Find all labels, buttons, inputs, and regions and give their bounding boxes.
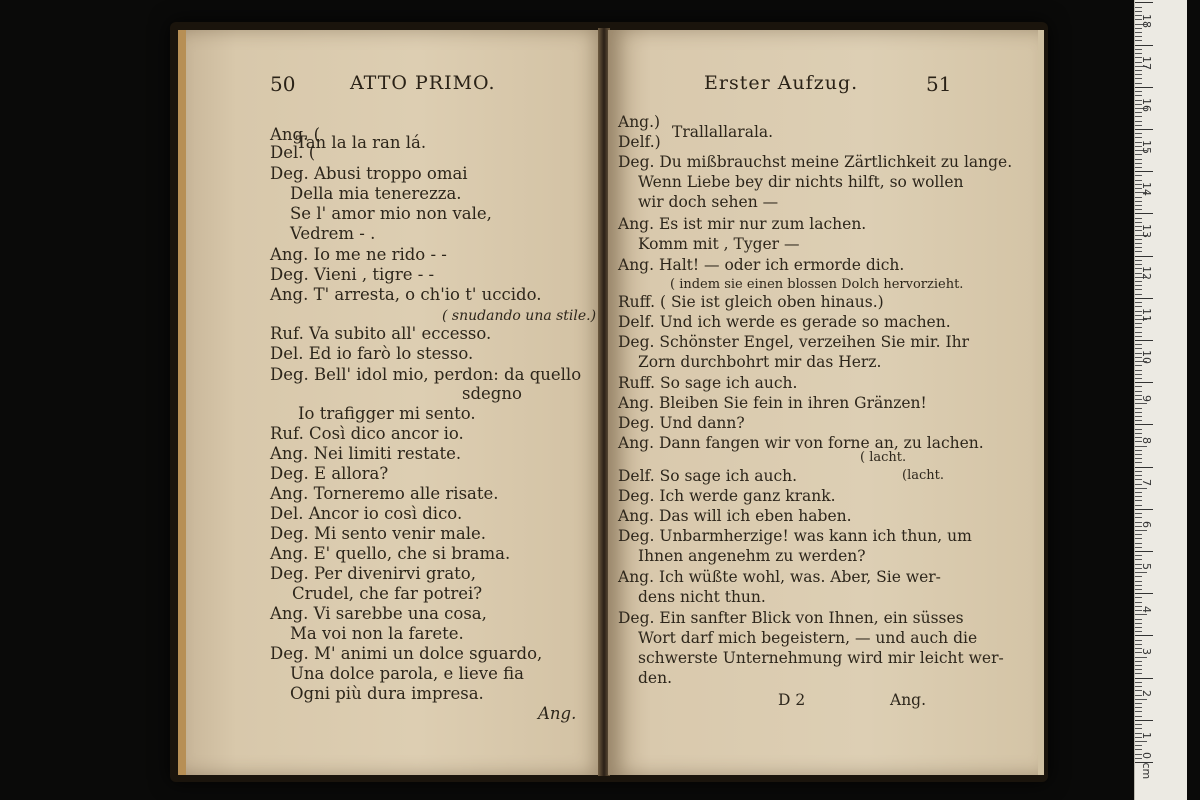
ruler-tick [1135, 500, 1142, 501]
left-running-head: ATTO PRIMO. [350, 72, 496, 94]
ruler-tick [1135, 285, 1142, 286]
ruler-tick [1135, 745, 1142, 746]
ruler-tick [1135, 171, 1153, 172]
ruler-tick [1135, 559, 1142, 560]
ruler-tick [1135, 209, 1142, 210]
text-line: Ruf. Va subito all' eccesso. [270, 324, 492, 343]
ruler-tick [1135, 175, 1142, 176]
ruler-tick [1135, 256, 1153, 257]
ruler-tick [1135, 129, 1153, 130]
ruler-tick [1135, 70, 1142, 71]
ruler-tick [1135, 45, 1153, 46]
ruler-tick [1135, 623, 1142, 624]
ruler-tick [1135, 365, 1142, 366]
text-line: Del. Ed io farò lo stesso. [270, 344, 474, 363]
text-line: Delf. So sage ich auch. [618, 467, 798, 485]
text-line: Ang. Bleiben Sie fein in ihren Gränzen! [618, 394, 927, 412]
measuring-ruler [1134, 0, 1187, 800]
text-line: Deg. Vieni , tigre - - [270, 265, 435, 284]
ruler-tick [1135, 538, 1142, 539]
ruler-tick [1135, 125, 1142, 126]
text-line: Zorn durchbohrt mir das Herz. [638, 353, 882, 371]
text-line: Ruff. ( Sie ist gleich oben hinaus.) [618, 293, 884, 311]
ruler-tick [1135, 197, 1142, 198]
text-line: Deg. Bell' idol mio, perdon: da quello [270, 365, 582, 384]
text-line: Della mia tenerezza. [290, 184, 462, 203]
text-line: Deg. Ein sanfter Blick von Ihnen, ein süsses [618, 609, 964, 627]
text-line: Ruf. Così dico ancor io. [270, 424, 464, 443]
ruler-tick [1135, 462, 1142, 463]
ruler-tick [1135, 180, 1142, 181]
text-line: Delf.) [618, 133, 661, 151]
ruler-label: 16 [1140, 98, 1153, 112]
ruler-label: 18 [1140, 14, 1153, 28]
ruler-tick [1135, 492, 1142, 493]
text-line: Crudel, che far potrei? [292, 584, 483, 603]
text-line: Deg. E allora? [270, 464, 389, 483]
ruler-tick [1135, 382, 1153, 383]
ruler-tick [1135, 298, 1153, 299]
text-line: Deg. Abusi troppo omai [270, 164, 468, 183]
ruler-tick [1135, 378, 1142, 379]
ruler-tick [1135, 137, 1142, 138]
text-line: Tan la la ran lá. [296, 133, 427, 152]
text-line: wir doch sehen — [638, 193, 779, 211]
ruler-tick [1135, 323, 1142, 324]
ruler-tick [1135, 420, 1142, 421]
ruler-tick [1135, 251, 1142, 252]
ruler-tick [1135, 247, 1142, 248]
left-page [178, 30, 606, 775]
stage-direction: ( snudando una stile.) [442, 308, 597, 324]
text-line: Deg. Und dann? [618, 414, 745, 432]
ruler-tick [1135, 530, 1147, 531]
ruler-tick [1135, 213, 1153, 214]
ruler-tick [1135, 711, 1142, 712]
ruler-tick [1135, 627, 1142, 628]
ruler-tick [1135, 581, 1142, 582]
ruler-tick [1135, 121, 1142, 122]
ruler-tick [1135, 327, 1142, 328]
ruler-label: 14 [1140, 182, 1153, 196]
catchword: Ang. [538, 704, 577, 723]
ruler-tick [1135, 429, 1142, 430]
ruler-tick [1135, 74, 1142, 75]
ruler-tick [1135, 602, 1142, 603]
ruler-tick [1135, 669, 1142, 670]
text-line: Ang. Io me ne rido - - [270, 245, 447, 264]
right-page-number: 51 [926, 72, 952, 96]
ruler-tick [1135, 673, 1142, 674]
text-line: Ang. Es ist mir nur zum lachen. [618, 215, 867, 233]
text-line: Deg. Mi sento venir male. [270, 524, 487, 543]
right-running-head: Erster Aufzug. [704, 72, 859, 94]
ruler-tick [1135, 749, 1142, 750]
text-line: Deg. Unbarmherzige! was kann ich thun, um [618, 527, 972, 545]
text-line: Del. ( [270, 143, 316, 162]
ruler-tick [1135, 555, 1142, 556]
ruler-tick [1135, 332, 1142, 333]
text-line: Deg. M' animi un dolce sguardo, [270, 644, 543, 663]
ruler-tick [1135, 661, 1142, 662]
text-line: sdegno [462, 384, 522, 403]
text-line: Vedrem - . [290, 224, 376, 243]
ruler-tick [1135, 547, 1142, 548]
ruler-tick [1135, 49, 1142, 50]
ruler-tick [1135, 551, 1153, 552]
ruler-tick [1135, 678, 1153, 679]
ruler-tick [1135, 412, 1142, 413]
text-line: Ang. Vi sarebbe una cosa, [270, 604, 487, 623]
text-line: Ang. Ich wüßte wohl, was. Aber, Sie wer- [618, 568, 941, 586]
text-line: Ang. Torneremo alle risate. [270, 484, 499, 503]
ruler-label: 12 [1140, 266, 1153, 280]
ruler-tick [1135, 741, 1147, 742]
ruler-tick [1135, 133, 1142, 134]
ruler-tick [1135, 205, 1142, 206]
ruler-tick [1135, 614, 1147, 615]
ruler-tick [1135, 408, 1142, 409]
text-line: Deg. Per divenirvi grato, [270, 564, 476, 583]
text-line: Ogni più dura impresa. [290, 684, 484, 703]
ruler-tick [1135, 424, 1153, 425]
ruler-tick [1135, 631, 1142, 632]
ruler-tick [1135, 391, 1142, 392]
ruler-label: 9 [1140, 395, 1153, 402]
text-line: Wort darf mich begeistern, — und auch die [638, 629, 978, 647]
ruler-tick [1135, 370, 1142, 371]
ruler-label: 17 [1140, 56, 1153, 70]
ruler-label: 4 [1140, 606, 1153, 613]
ruler-label: 15 [1140, 140, 1153, 154]
ruler-tick [1135, 707, 1142, 708]
text-line: den. [638, 669, 673, 687]
ruler-tick [1135, 302, 1142, 303]
ruler-tick [1135, 386, 1142, 387]
ruler-tick [1135, 665, 1142, 666]
ruler-tick [1135, 167, 1142, 168]
ruler-tick [1135, 635, 1153, 636]
ruler-tick [1135, 32, 1142, 33]
ruler-tick [1135, 682, 1142, 683]
ruler-tick [1135, 36, 1142, 37]
text-line: Ang. Dann fangen wir von forne an, zu lachen. [618, 434, 984, 452]
text-line: Wenn Liebe bey dir nichts hilft, so wollen [638, 173, 964, 191]
text-line: schwerste Unternehmung wird mir leicht wer- [638, 649, 1004, 667]
ruler-tick [1135, 11, 1142, 12]
ruler-tick [1135, 2, 1153, 3]
text-line: Deg. Schönster Engel, verzeihen Sie mir. Ihr [618, 333, 969, 351]
ruler-tick [1135, 222, 1142, 223]
ruler-tick [1135, 724, 1142, 725]
text-line: Ang. T' arresta, o ch'io t' uccido. [270, 285, 542, 304]
text-line: Del. Ancor io così dico. [270, 504, 463, 523]
ruler-label: 13 [1140, 224, 1153, 238]
text-line: Ang. Das will ich eben haben. [618, 507, 852, 525]
ruler-tick [1135, 488, 1147, 489]
ruler-tick [1135, 344, 1142, 345]
text-line: Delf. Und ich werde es gerade so machen. [618, 313, 951, 331]
ruler-tick [1135, 657, 1147, 658]
catchword: Ang. [890, 691, 927, 709]
ruler-tick [1135, 513, 1142, 514]
ruler-tick [1135, 543, 1142, 544]
stage-direction: ( lacht. [860, 450, 907, 465]
ruler-tick [1135, 640, 1142, 641]
stage-direction: (lacht. [902, 468, 944, 483]
text-line: Ang. ( [270, 125, 321, 144]
text-line: Deg. Ich werde ganz krank. [618, 487, 836, 505]
ruler-tick [1135, 95, 1142, 96]
ruler-tick [1135, 281, 1142, 282]
ruler-tick [1135, 572, 1147, 573]
ruler-tick [1135, 340, 1153, 341]
ruler-tick [1135, 112, 1142, 113]
ruler-tick [1135, 374, 1142, 375]
ruler-tick [1135, 289, 1142, 290]
ruler-label: 8 [1140, 437, 1153, 444]
ruler-tick [1135, 218, 1142, 219]
ruler-tick [1135, 163, 1142, 164]
right-page [608, 30, 1044, 775]
ruler-tick [1135, 467, 1153, 468]
ruler-tick [1135, 458, 1142, 459]
text-line: Io trafigger mi sento. [298, 404, 476, 423]
ruler-tick [1135, 87, 1153, 88]
text-line: Ruff. So sage ich auch. [618, 374, 798, 392]
ruler-tick [1135, 534, 1142, 535]
ruler-tick [1135, 53, 1142, 54]
text-line: Ang. E' quello, che si brama. [270, 544, 511, 563]
ruler-tick [1135, 517, 1142, 518]
ruler-tick [1135, 720, 1153, 721]
ruler-tick [1135, 496, 1142, 497]
ruler-tick [1135, 454, 1142, 455]
ruler-label: 3 [1140, 648, 1153, 655]
ruler-tick [1135, 40, 1142, 41]
ruler-tick [1135, 716, 1142, 717]
text-line: Deg. Du mißbrauchst meine Zärtlichkeit zu lange. [618, 153, 1013, 171]
ruler-tick [1135, 403, 1147, 404]
ruler-tick [1135, 686, 1142, 687]
ruler-label: 5 [1140, 563, 1153, 570]
ruler-label: 7 [1140, 479, 1153, 486]
ruler-tick [1135, 576, 1142, 577]
text-line: Ang. Nei limiti restate. [270, 444, 462, 463]
text-line: Ang. Halt! — oder ich ermorde dich. [618, 256, 905, 274]
ruler-label: 6 [1140, 521, 1153, 528]
ruler-unit-label: 0 cm [1140, 752, 1153, 780]
ruler-tick [1135, 505, 1142, 506]
text-line: Ma voi non la farete. [290, 624, 464, 643]
ruler-tick [1135, 589, 1142, 590]
text-line: Ang.) [618, 113, 661, 131]
ruler-tick [1135, 644, 1142, 645]
ruler-tick [1135, 619, 1142, 620]
text-line: Se l' amor mio non vale, [290, 204, 492, 223]
text-line: Ihnen angenehm zu werden? [638, 547, 866, 565]
ruler-label: 1 [1140, 732, 1153, 739]
text-line: Komm mit , Tyger — [638, 235, 800, 253]
ruler-label: 2 [1140, 690, 1153, 697]
ruler-tick [1135, 471, 1142, 472]
left-page-number: 50 [270, 72, 296, 96]
ruler-tick [1135, 91, 1142, 92]
ruler-tick [1135, 116, 1142, 117]
ruler-tick [1135, 597, 1142, 598]
ruler-label: 10 [1140, 350, 1153, 364]
ruler-tick [1135, 728, 1142, 729]
ruler-tick [1135, 7, 1142, 8]
signature-mark: D 2 [778, 691, 806, 709]
ruler-tick [1135, 201, 1142, 202]
text-line: Una dolce parola, e lieve fia [290, 664, 524, 683]
ruler-label: 11 [1140, 308, 1153, 322]
ruler-tick [1135, 78, 1142, 79]
ruler-tick [1135, 336, 1142, 337]
ruler-tick [1135, 154, 1142, 155]
ruler-tick [1135, 239, 1142, 240]
ruler-tick [1135, 703, 1142, 704]
ruler-tick [1135, 509, 1153, 510]
ruler-tick [1135, 159, 1142, 160]
ruler-tick [1135, 264, 1142, 265]
stage-direction: ( indem sie einen blossen Dolch hervorzieht. [670, 277, 964, 292]
ruler-tick [1135, 450, 1142, 451]
ruler-tick [1135, 475, 1142, 476]
ruler-tick [1135, 294, 1142, 295]
ruler-tick [1135, 593, 1153, 594]
text-line: dens nicht thun. [638, 588, 766, 606]
ruler-tick [1135, 260, 1142, 261]
ruler-tick [1135, 585, 1142, 586]
ruler-tick [1135, 699, 1147, 700]
text-line: Trallallarala. [672, 123, 774, 141]
ruler-tick [1135, 83, 1142, 84]
ruler-tick [1135, 416, 1142, 417]
ruler-tick [1135, 433, 1142, 434]
ruler-tick [1135, 243, 1142, 244]
ruler-tick [1135, 446, 1147, 447]
